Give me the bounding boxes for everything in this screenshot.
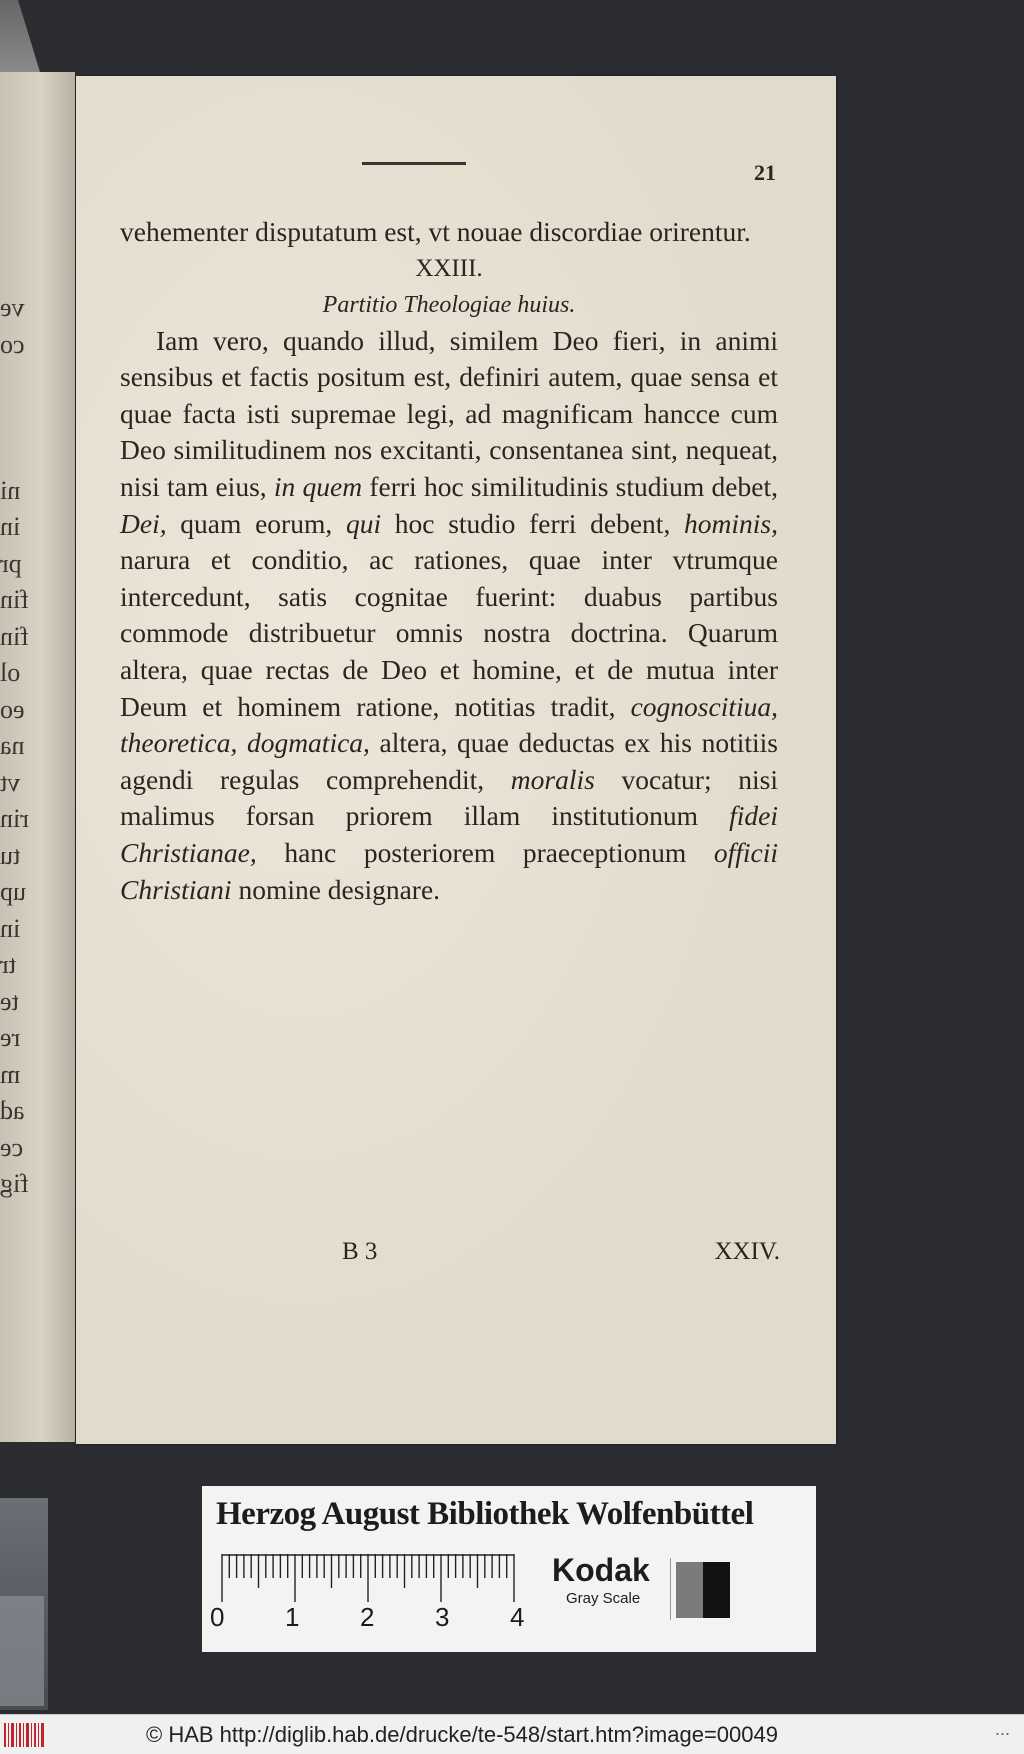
left-fragment: re — [0, 1023, 21, 1052]
left-strip-label — [0, 1596, 44, 1706]
status-bar — [0, 1714, 1024, 1754]
header-rule — [362, 162, 466, 165]
left-fragment: fig — [0, 1169, 29, 1198]
gray-patch-black — [703, 1562, 730, 1618]
left-fragment: m — [0, 1059, 21, 1089]
left-fragment: tu — [0, 840, 21, 870]
separator — [670, 1558, 671, 1620]
ruler-numbers — [210, 1602, 540, 1638]
color-target-card — [202, 1486, 816, 1652]
copyright-url: © HAB http://diglib.hab.de/drucke/te-548/start.htm?image=00049 — [146, 1722, 778, 1747]
italic-run: in quem — [273, 470, 363, 502]
ruler-number: 4 — [510, 1602, 525, 1632]
ruler-scale — [218, 1554, 524, 1604]
left-fragment: tr — [0, 950, 16, 979]
ruler-number: 3 — [435, 1602, 450, 1632]
text-run: altera, quae deductas ex his notitiis agendi regulas comprehendit, — [120, 727, 778, 795]
section-title: Partitio Theologiae huius. — [322, 291, 576, 318]
text-run: ferri hoc similitudinis studium debet, — [362, 470, 778, 502]
italic-run: Dei, — [120, 507, 167, 539]
gray-patch-mid — [676, 1562, 703, 1618]
left-fragment: co — [0, 329, 25, 359]
left-fragment: pr — [0, 548, 22, 578]
left-fragment: te — [0, 986, 19, 1016]
text-run: nomine designare. — [231, 873, 441, 905]
left-fragment: ad — [0, 1096, 25, 1125]
text-run: narura et conditio, ac rationes, quae inter vtrumque intercedunt, satis cognitae fuerint: duabus partibus commode distribuetur omnis nostra doctrina. Quarum altera, quae rectas de Deo et homine, et de mutua inter Deum et hominem ratione, notitias tradit, — [120, 544, 778, 722]
left-fragment: vt — [0, 767, 21, 797]
left-fragment: rin — [0, 804, 29, 833]
italic-run: hominis, — [684, 507, 778, 539]
text-run: quam eorum, — [166, 507, 346, 539]
book-page — [76, 76, 836, 1444]
target-title: Herzog August Bibliothek Wolfenbüttel — [216, 1496, 754, 1532]
text-run: vocatur; nisi malimus forsan priorem illam institutionum — [120, 763, 778, 832]
left-fragment: eo — [0, 694, 25, 724]
left-page-text-fragments — [0, 290, 40, 1203]
left-fragment: ni — [0, 475, 21, 505]
left-fragment: up — [0, 877, 26, 906]
text-run: hoc studio ferri debent, — [381, 507, 685, 539]
italic-run: cognoscitiua, theoretica, dogmatica, — [120, 690, 778, 759]
ruler-number: 2 — [360, 1602, 375, 1632]
text-run: hanc posteriorem praeceptionum — [256, 836, 714, 868]
catchword: XXIV. — [714, 1238, 780, 1265]
page-text — [120, 214, 778, 908]
left-fragment: in — [0, 913, 21, 943]
gray-scale-label: Gray Scale — [566, 1590, 641, 1607]
left-fragment — [0, 436, 40, 473]
italic-run: moralis — [510, 763, 595, 795]
left-fragment: ol — [0, 658, 21, 687]
gray-patch — [676, 1562, 730, 1618]
left-fragment: na — [0, 731, 25, 760]
kodak-logo: Kodak — [552, 1552, 650, 1588]
italic-run: qui — [345, 507, 382, 539]
text-run: Iam vero, quando illud, similem Deo fieri, in animi sensibus et factis positum est, definiri autem, quae sensa et quae facta isti supremae legi, ad magnificam hancce cum Deo similitudinem nos excitanti, consentanea sint, nequeat, nisi tam eius, — [120, 324, 778, 502]
more-icon[interactable]: ... — [994, 1719, 1010, 1739]
section-number: XXIII. — [415, 254, 483, 282]
left-fragment — [0, 400, 40, 437]
page-footer — [120, 1238, 780, 1266]
italic-run: fidei Christianae, — [120, 800, 778, 868]
signature-mark: B 3 — [342, 1238, 378, 1265]
left-fragment: fin — [0, 585, 29, 614]
ruler-number: 1 — [285, 1602, 300, 1632]
left-fragment: ce — [0, 1132, 24, 1162]
left-fragment: fin — [0, 621, 29, 651]
left-page-corner — [0, 0, 40, 72]
ruler-number: 0 — [210, 1602, 225, 1632]
left-fragment: in — [0, 512, 21, 541]
page-number: 21 — [754, 160, 776, 185]
left-fragment — [0, 363, 40, 400]
body-paragraph — [120, 323, 778, 909]
left-fragment: ve — [0, 293, 25, 322]
opening-lines: vehementer disputatum est, vt nouae discordiae orirentur. — [120, 216, 751, 247]
italic-run: officii Christiani — [120, 836, 778, 905]
barcode-icon — [4, 1723, 44, 1747]
left-facing-page — [0, 72, 75, 1442]
